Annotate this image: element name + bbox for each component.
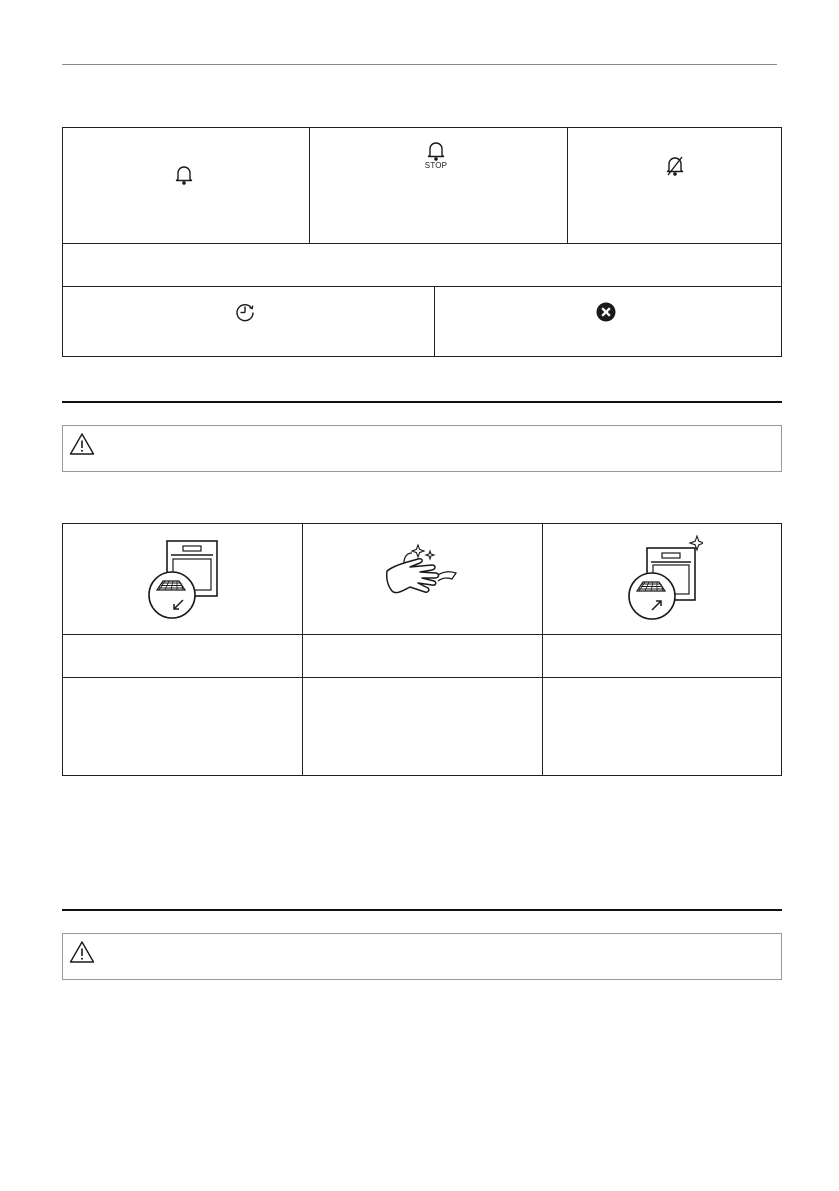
warning-box bbox=[62, 425, 782, 472]
clock-refresh-icon bbox=[234, 301, 256, 323]
warning-box bbox=[62, 933, 782, 980]
page-top-rule bbox=[62, 64, 777, 65]
bell-off-icon bbox=[665, 155, 685, 177]
alarm-cell-full-row bbox=[63, 244, 781, 286]
oven-shelf-insert-icon bbox=[621, 534, 703, 620]
cleaning-step-label bbox=[63, 635, 302, 677]
cleaning-step-description bbox=[63, 678, 302, 775]
cleaning-cell-remove bbox=[63, 524, 302, 634]
alarm-cell-bell-off bbox=[568, 128, 781, 243]
cleaning-step-description bbox=[303, 678, 542, 775]
section-rule bbox=[62, 401, 782, 403]
cleaning-table bbox=[62, 523, 782, 776]
alarm-cell-cancel bbox=[435, 287, 781, 356]
cleaning-step-label bbox=[303, 635, 542, 677]
cleaning-step-label bbox=[543, 635, 781, 677]
bell-stop-icon bbox=[426, 140, 446, 162]
alarm-cell-clock bbox=[63, 287, 434, 356]
cleaning-cell-hand bbox=[303, 524, 542, 634]
stop-label: STOP bbox=[424, 161, 448, 170]
cleaning-step-description bbox=[543, 678, 781, 775]
warning-triangle-icon bbox=[69, 432, 95, 456]
alarm-cell-bell bbox=[63, 128, 309, 243]
oven-shelf-remove-icon bbox=[141, 538, 221, 620]
warning-triangle-icon bbox=[69, 940, 95, 964]
alarm-cell-bell-stop bbox=[310, 128, 567, 243]
hand-clean-icon bbox=[382, 541, 464, 607]
bell-icon bbox=[174, 164, 194, 186]
alarm-table bbox=[62, 127, 782, 357]
section-rule bbox=[62, 909, 782, 911]
close-circle-icon bbox=[596, 302, 616, 322]
cleaning-cell-insert bbox=[543, 524, 781, 634]
